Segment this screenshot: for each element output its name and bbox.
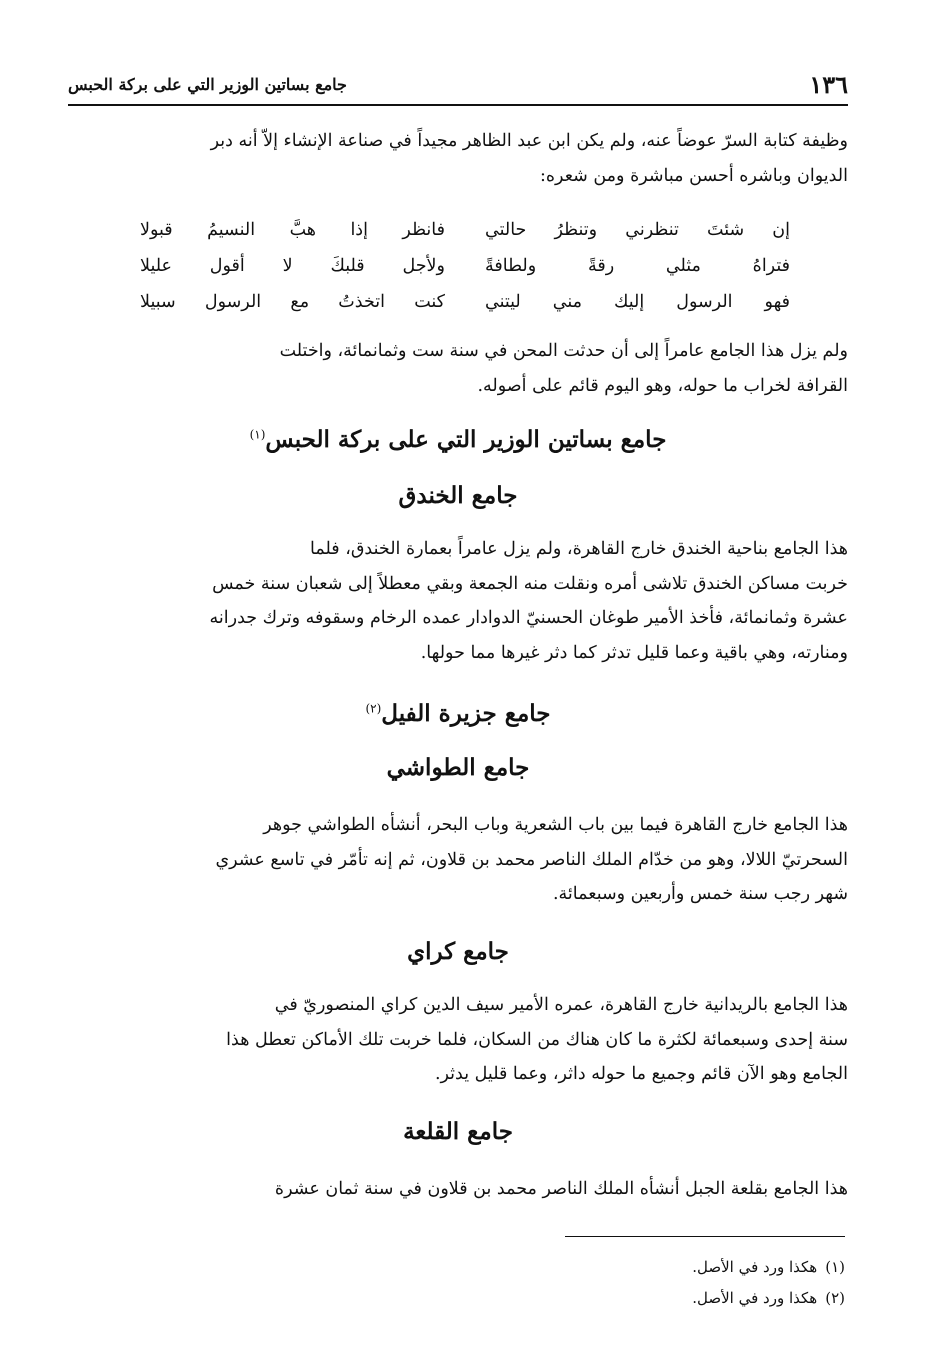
- footnote-number: (١): [825, 1258, 845, 1276]
- text-line: سنة إحدى وسبعمائة لكثرة ما كان هناك من السكان، فلما خربت تلك الأماكن تعطل هذا: [226, 1029, 848, 1050]
- heading-text: جامع الخندق: [398, 482, 518, 509]
- footnote-text: هكذا ورد في الأصل.: [692, 1258, 818, 1276]
- text-line: القرافة لخراب ما حوله، وهو اليوم قائم على أصوله.: [477, 375, 848, 396]
- paragraph: [68, 988, 848, 1092]
- footnote-ref: (١): [249, 427, 266, 442]
- text-line: الديوان وباشره أحسن مباشرة ومن شعره:: [539, 165, 848, 186]
- heading-text: جامع القلعة: [403, 1118, 513, 1145]
- footnotes: [500, 1252, 845, 1314]
- text-line: عشرة وثمانمائة، فأخذ الأمير طوغان الحسنيّ الدوادار عمده الرخام وسقوفه وترك جدرانه: [209, 608, 848, 628]
- text-line: هذا الجامع بناحية الخندق خارج القاهرة، ولم يزل عامراً بعمارة الخندق، فلما: [310, 539, 848, 559]
- page-header: [68, 66, 848, 102]
- footnote-ref: (٢): [365, 701, 382, 716]
- text-line: السحرتيّ اللالا، وهو من خدّام الملك الناصر محمد بن قلاون، ثم إنه تأمّر في تاسع عشري: [215, 849, 848, 870]
- text-line: شهر رجب سنة خمس وأربعين وسبعمائة.: [552, 884, 848, 904]
- footnote-separator: [565, 1236, 845, 1237]
- section-heading: [68, 426, 848, 453]
- text-line: ومنارته، وهي باقية وعما قليل تدثر كما دثر غيرها مما حولها.: [420, 642, 848, 663]
- header-rule: [68, 104, 848, 106]
- heading-text: جامع بساتين الوزير التي على بركة الحبس: [265, 426, 667, 453]
- footnote: [500, 1252, 845, 1283]
- verse-first-hemistich: إن شئتَ تنظرني وتنظرُ حالتي: [485, 220, 790, 240]
- verse-first-hemistich: فهو الرسول إليك مني ليتني: [485, 292, 790, 312]
- running-title: جامع بساتين الوزير التي على بركة الحبس: [68, 74, 347, 94]
- poem: [140, 212, 790, 320]
- verse-line: [140, 248, 790, 284]
- section-heading: [68, 700, 848, 727]
- intro-paragraph: [68, 124, 848, 193]
- verse-first-hemistich: فتراهُ مثلي رقةً ولطافةً: [485, 256, 790, 276]
- section-heading: [68, 754, 848, 781]
- verse-line: [140, 284, 790, 320]
- page-number: ١٣٦: [809, 69, 848, 99]
- verse-line: [140, 212, 790, 248]
- text-line: خربت مساكن الخندق تلاشى أمره ونقلت منه الجمعة وبقي معطلاً إلى شعبان سنة خمس: [212, 573, 848, 594]
- paragraph: [68, 808, 848, 912]
- text-line: ولم يزل هذا الجامع عامراً إلى أن حدثت المحن في سنة ست وثمانمائة، واختلت: [279, 341, 848, 361]
- paragraph: [68, 334, 848, 403]
- footnote-text: هكذا ورد في الأصل.: [692, 1289, 818, 1307]
- text-line: هذا الجامع خارج القاهرة فيما بين باب الشعرية وباب البحر، أنشأه الطواشي جوهر: [263, 815, 848, 835]
- section-heading: [68, 938, 848, 965]
- text-line: وظيفة كتابة السرّ عوضاً عنه، ولم يكن ابن عبد الظاهر مجيداً في صناعة الإنشاء إلاّ أنه دبر: [210, 131, 848, 151]
- footnote-number: (٢): [825, 1289, 845, 1307]
- text-line: هذا الجامع بقلعة الجبل أنشأه الملك الناصر محمد بن قلاون في سنة ثمان عشرة: [274, 1179, 848, 1199]
- verse-second-hemistich: كنت اتخذتُ مع الرسول سبيلا: [140, 292, 445, 312]
- section-heading: [68, 482, 848, 509]
- heading-text: جامع الطواشي: [386, 754, 530, 781]
- text-line: الجامع وهو الآن قائم وجميع ما حوله داثر، وعما قليل يدثر.: [434, 1064, 848, 1084]
- paragraph: [68, 532, 848, 670]
- section-heading: [68, 1118, 848, 1145]
- footnote: [500, 1283, 845, 1314]
- verse-second-hemistich: فانظر إذا هبَّ النسيمُ قبولا: [140, 220, 445, 240]
- paragraph: [68, 1172, 848, 1207]
- heading-text: جامع كراي: [407, 938, 509, 965]
- text-line: هذا الجامع بالريدانية خارج القاهرة، عمره الأمير سيف الدين كراي المنصوريّ في: [274, 995, 848, 1015]
- verse-second-hemistich: ولأجل قلبكَ لا أقول عليلا: [140, 256, 445, 276]
- heading-text: جامع جزيرة الفيل: [381, 700, 551, 727]
